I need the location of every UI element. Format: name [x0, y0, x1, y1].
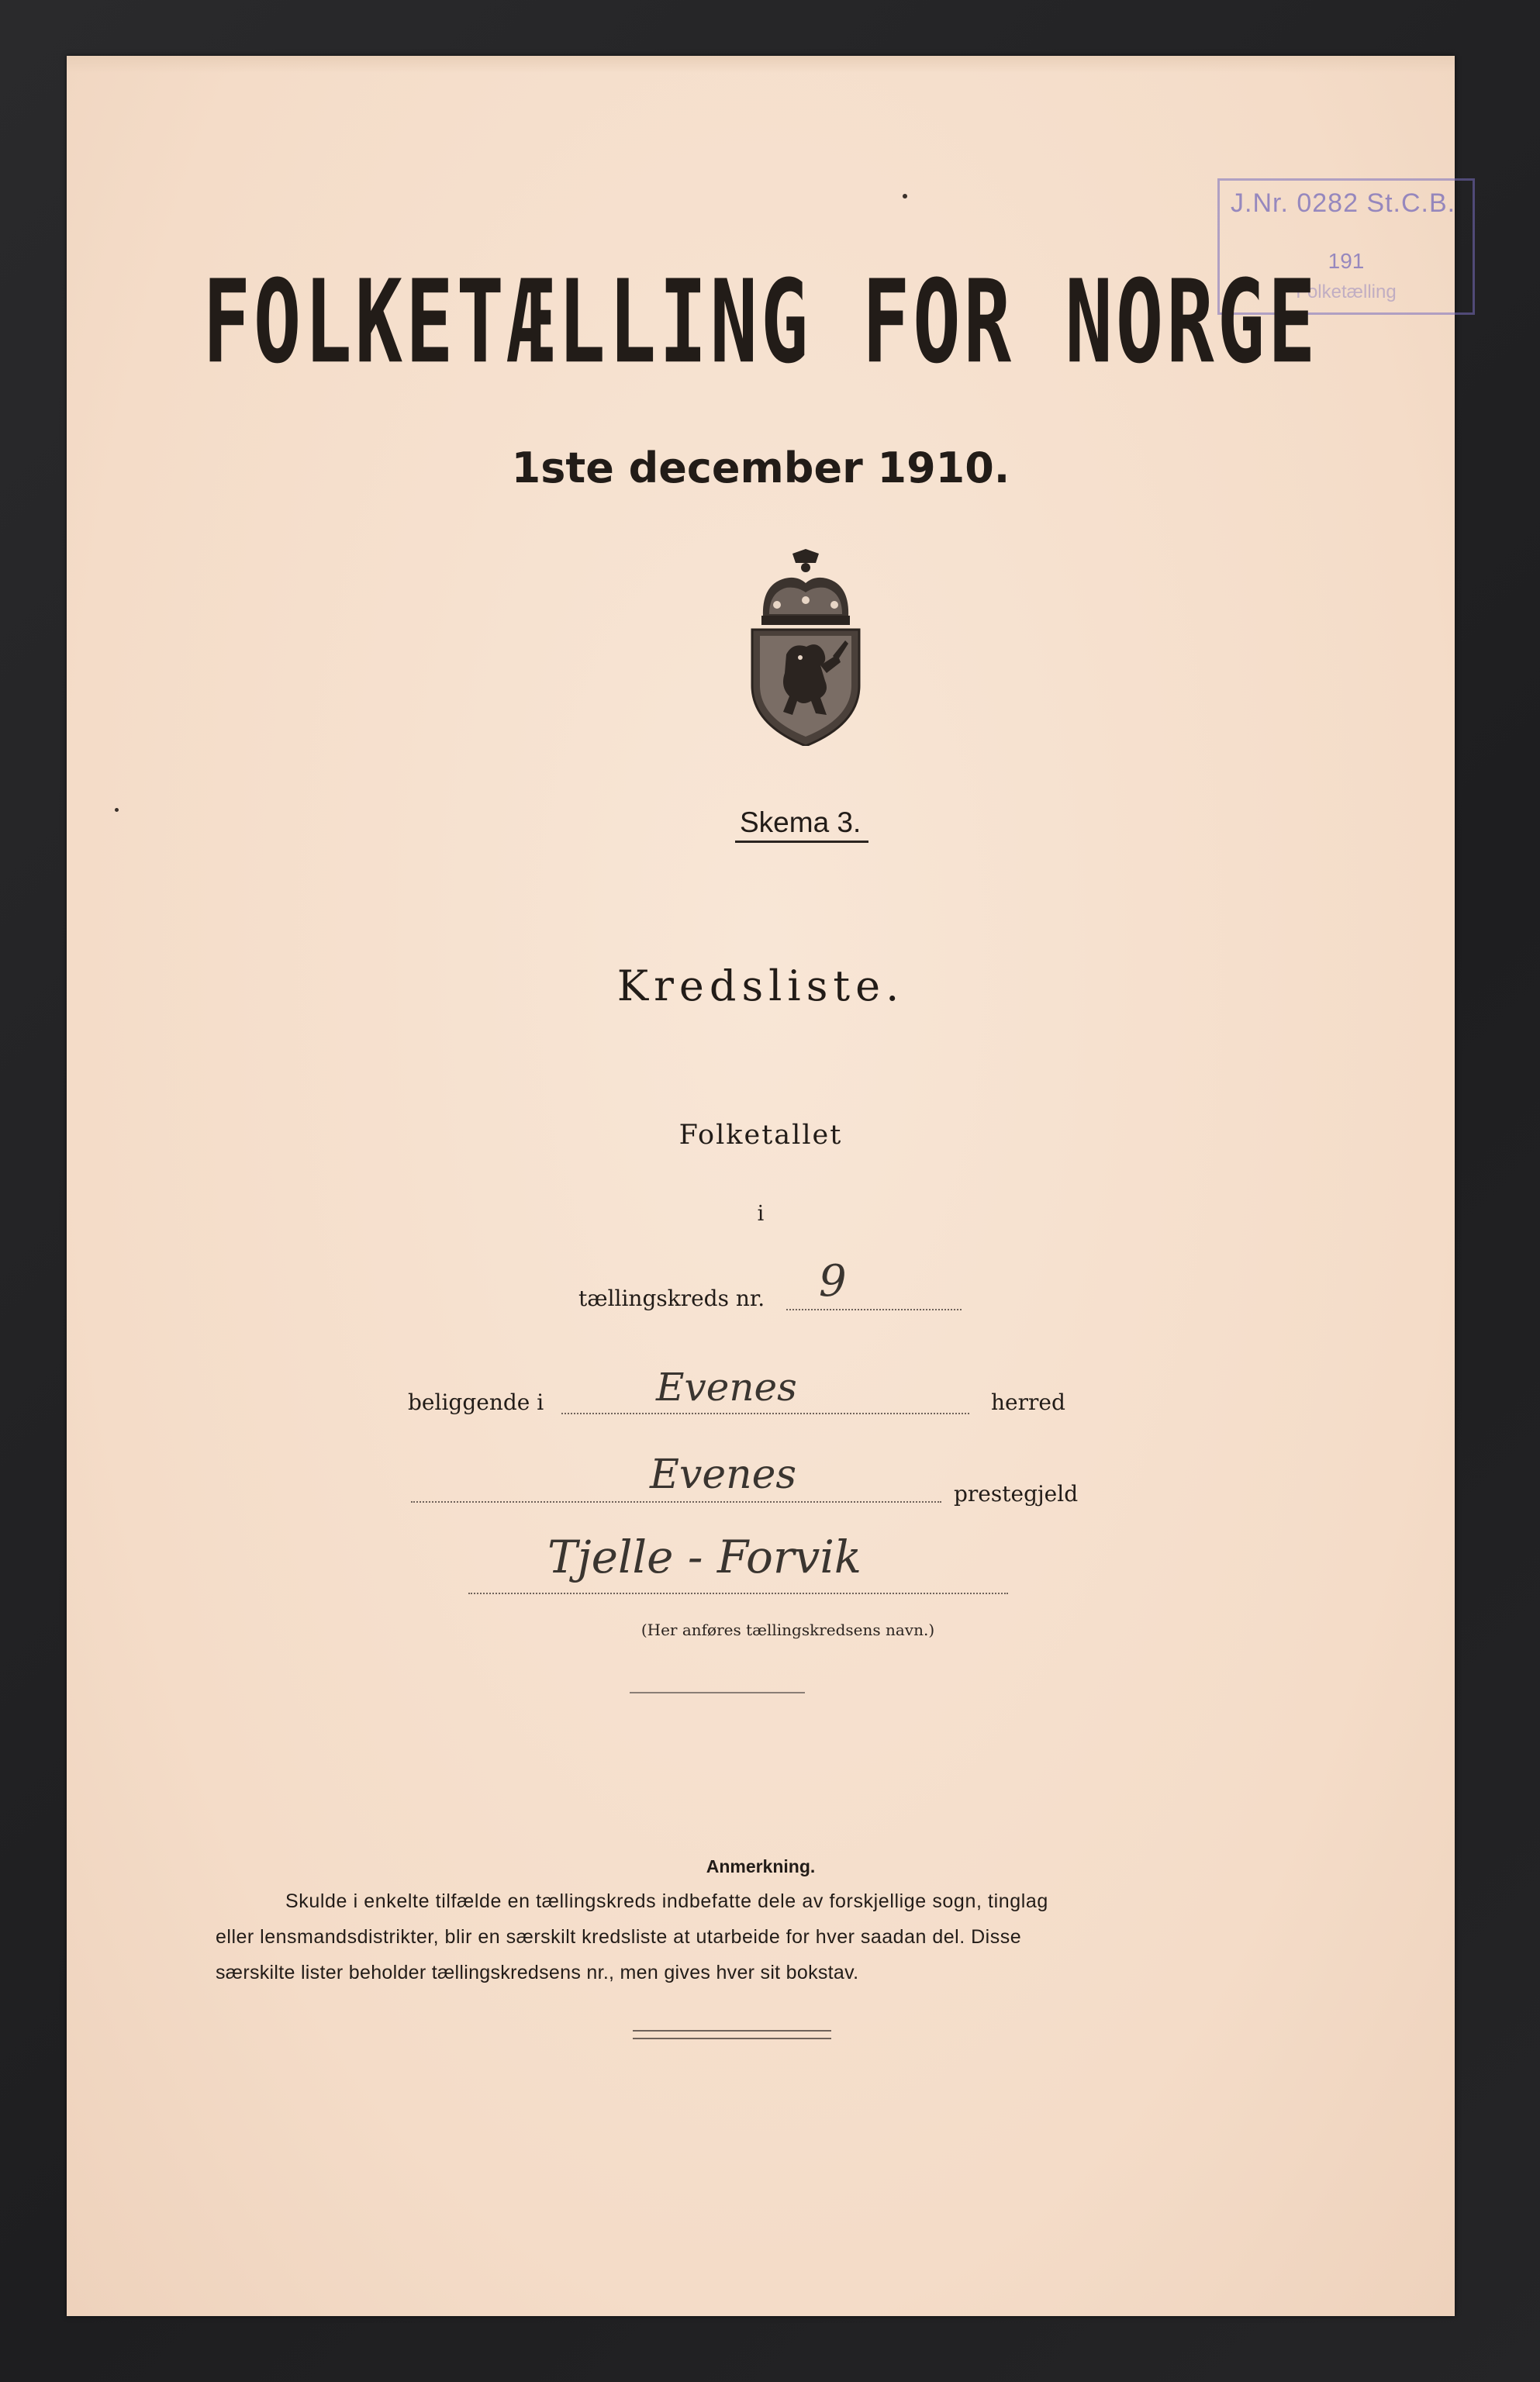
schema-underline — [735, 841, 868, 843]
district-name-note: (Her anføres tællingskredsens navn.) — [641, 1621, 935, 1639]
ink-speck — [115, 808, 119, 812]
located-line — [561, 1413, 969, 1414]
document-page — [67, 56, 1455, 2316]
district-number-label: tællingskreds nr. — [578, 1286, 765, 1311]
district-name-line — [468, 1593, 1008, 1594]
located-label: beliggende i — [408, 1390, 544, 1415]
parish-label: prestegjeld — [954, 1481, 1079, 1507]
remark-line-2: eller lensmandsdistrikter, blir en særskilt kredsliste at utarbeide for hver saadan del. Disse — [216, 1926, 1022, 1948]
schema-number: Skema 3. — [740, 806, 862, 838]
herred-label: herred — [991, 1390, 1065, 1415]
remark-line-1: Skulde i enkelte tilfælde en tællingskreds indbefatte dele av forskjellige sogn, tinglag — [285, 1890, 1048, 1912]
district-name-value: Tjelle - Forvik — [547, 1531, 862, 1583]
census-date: 1ste december 1910. — [511, 444, 1010, 492]
ink-speck — [903, 194, 907, 198]
district-number-line — [786, 1309, 962, 1310]
stamp-reference: J.Nr. 0282 St.C.B. — [1231, 188, 1456, 218]
paper-top-edge — [67, 56, 1455, 73]
located-value: Evenes — [656, 1365, 797, 1410]
parish-line — [411, 1501, 941, 1503]
connector-word: i — [757, 1202, 765, 1226]
bottom-rule-bottom — [633, 2038, 831, 2039]
stamp-year: 191 — [1328, 249, 1365, 273]
document-subheading: Folketallet — [678, 1120, 843, 1151]
coat-of-arms-icon — [746, 549, 865, 746]
remark-line-3: særskilte lister beholder tællingskredsens nr., men gives hver sit bokstav. — [216, 1962, 859, 1983]
bottom-rule-top — [633, 2030, 831, 2032]
parish-value: Evenes — [650, 1452, 797, 1498]
district-number-value: 9 — [819, 1256, 847, 1307]
remark-title: Anmerkning. — [706, 1856, 816, 1876]
document-title: FOLKETÆLLING FOR NORGE — [202, 256, 1319, 390]
stamp-label: Folketælling — [1296, 281, 1397, 302]
document-heading: Kredsliste. — [616, 961, 905, 1010]
section-divider — [630, 1692, 805, 1693]
